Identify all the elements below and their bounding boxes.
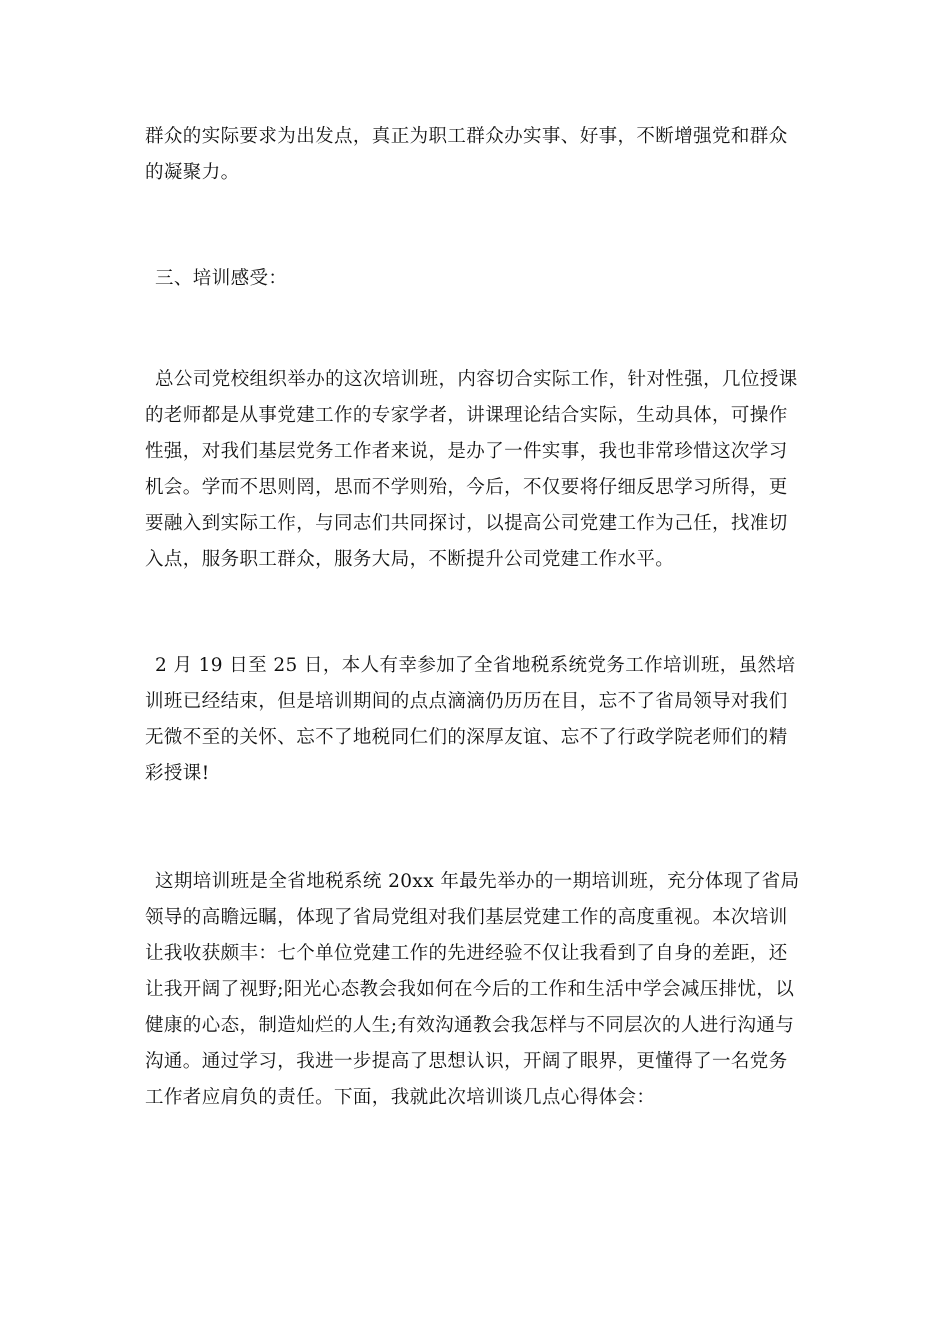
paragraph-training-reflection: 总公司党校组织举办的这次培训班，内容切合实际工作，针对性强，几位授课的老师都是从事党建工作的专家学者，讲课理论结合实际，生动具体，可操作性强，对我们基层党务工作者来说，是办了一件实事，我也非常珍惜这次学习机会。学而不思则罔，思而不学则殆，今后，不仅要将仔细反思学习所得，更要融入到实际工作，与同志们共同探讨，以提高公司党建工作为己任，找准切入点，服务职工群众，服务大局，不断提升公司党建工作水平。: [145, 369, 798, 570]
paragraph-training-summary: 这期培训班是全省地税系统 20xx 年最先举办的一期培训班，充分体现了省局领导的高瞻远瞩，体现了省局党组对我们基层党建工作的高度重视。本次培训让我收获颇丰：七个单位党建工作的先进经验不仅让我看到了自身的差距，还让我开阔了视野;阳光心态教会我如何在今后的工作和生活中学会减压排忧，以健康的心态，制造灿烂的人生;有效沟通教会我怎样与不同层次的人进行沟通与沟通。通过学习，我进一步提高了思想认识，开阔了眼界，更懂得了一名党务工作者应肩负的责任。下面，我就此次培训谈几点心得体会：: [145, 871, 800, 1108]
paragraph-continuation: 群众的实际要求为出发点，真正为职工群众办实事、好事，不断增强党和群众的凝聚力。: [145, 126, 788, 183]
section-heading: 三、培训感受：: [155, 268, 288, 289]
paragraph-training-dates: 2 月 19 日至 25 日，本人有幸参加了全省地税系统党务工作培训班，虽然培训班已经结束，但是培训期间的点点滴滴仍历历在目，忘不了省局领导对我们无微不至的关怀、忘不了地税同仁们的深厚友谊、忘不了行政学院老师们的精彩授课!: [145, 655, 796, 784]
